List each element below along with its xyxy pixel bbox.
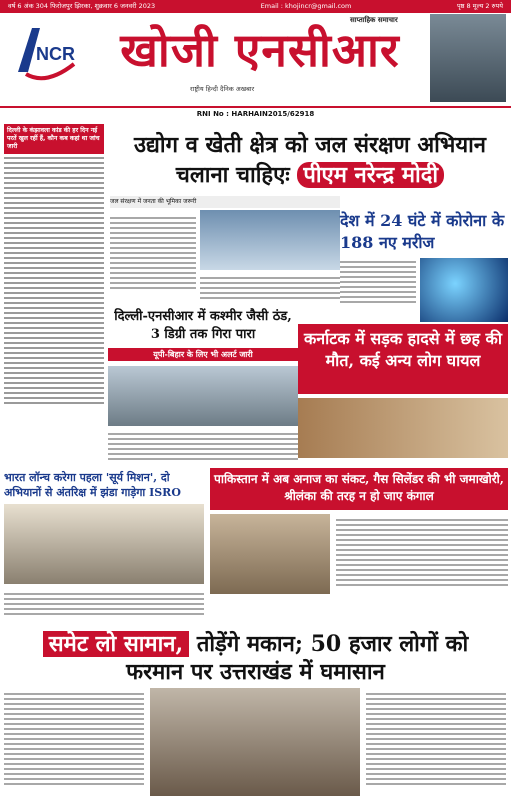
karnataka-headline: कर्नाटक में सड़क हादसे में छह की मौत, कई अन्य लोग घायल xyxy=(298,324,508,394)
issue-info: वर्ष 6 अंक 304 फिरोजपुर झिरका, शुक्रवार 6 जनवरी 2023 xyxy=(8,2,156,10)
karnataka-photo xyxy=(298,398,508,458)
pakistan-headline: पाकिस्तान में अब अनाज का संकट, गैस सिलेंडर की भी जमाखोरी, श्रीलंका की तरह न हो जाए कंगाल xyxy=(210,468,508,510)
bottom-photo xyxy=(150,688,360,796)
delhi-body-text xyxy=(108,430,298,463)
lead-body-text xyxy=(110,214,196,292)
bottom-headline-line1 xyxy=(0,630,511,658)
divider-line xyxy=(0,106,511,108)
isro-body-text xyxy=(4,590,204,618)
delhi-photo xyxy=(108,366,298,426)
lead-headline xyxy=(110,130,510,190)
email-info: Email : khojincr@gmail.com xyxy=(260,2,352,10)
top-info-bar xyxy=(0,0,511,13)
pm-badge: पीएम नरेन्द्र मोदी xyxy=(297,162,444,188)
masthead-subtagline: राष्ट्रीय हिन्दी दैनिक अखबार xyxy=(190,85,255,93)
lead-headline-line2 xyxy=(110,160,510,190)
delhi-subheadline: यूपी-बिहार के लिए भी अलर्ट जारी xyxy=(108,348,298,361)
lead-headline-line1: उद्योग व खेती क्षेत्र को जल संरक्षण अभियान xyxy=(133,132,487,158)
ncr-logo xyxy=(10,20,82,82)
masthead-title: खोजी एनसीआर xyxy=(120,23,400,77)
pakistan-body-text xyxy=(336,516,508,589)
page-price-info: पृष्ठ 8 मूल्य 2 रुपये xyxy=(456,2,503,10)
isro-photo xyxy=(4,504,204,584)
bottom-body-text-right xyxy=(366,690,506,788)
covid-headline: देश में 24 घंटे में कोरोना के 188 नए मरीज xyxy=(340,211,505,252)
lead-photo xyxy=(200,210,340,270)
svg-text:NCR: NCR xyxy=(36,44,75,64)
bottom-headline-rest: तोड़ेंगे मकान; 50 हजार लोगों को xyxy=(196,631,469,657)
editor-photo xyxy=(430,14,506,102)
rni-number: RNI No : HARHAIN2015/62918 xyxy=(196,110,315,118)
bottom-headline xyxy=(0,630,511,686)
covid-body-text xyxy=(340,258,416,306)
video-caption: जल संरक्षण में जनता की भूमिका जरूरी xyxy=(110,196,340,208)
isro-headline: भारत लॉन्च करेगा पहला 'सूर्य मिशन', दो अभियानों से अंतरिक्ष में झंडा गाड़ेगा ISRO xyxy=(4,471,181,499)
virus-image xyxy=(420,258,508,322)
delhi-headline: दिल्ली-एनसीआर में कश्मीर जैसी ठंड, 3 डिग्री तक गिरा पारा xyxy=(114,309,292,342)
lead-body-text-2 xyxy=(200,274,340,302)
bottom-headline-line2: फरमान पर उत्तराखंड में घमासान xyxy=(126,659,385,685)
pakistan-photo xyxy=(210,514,330,594)
lead-prefix: चलाना चाहिएः xyxy=(175,162,290,188)
bottom-headline-highlight: समेट लो सामान, xyxy=(43,631,189,657)
left-column xyxy=(4,124,104,407)
masthead-tagline: साप्ताहिक समाचार xyxy=(350,16,398,24)
left-body-text xyxy=(4,157,104,404)
left-highlight-box: दिल्ली के कंझावला कांड की हर दिन नई परतें खुल रहीं हैं, कौन कब कहां था जांच जारी xyxy=(4,124,104,154)
bottom-body-text-left xyxy=(4,690,144,788)
